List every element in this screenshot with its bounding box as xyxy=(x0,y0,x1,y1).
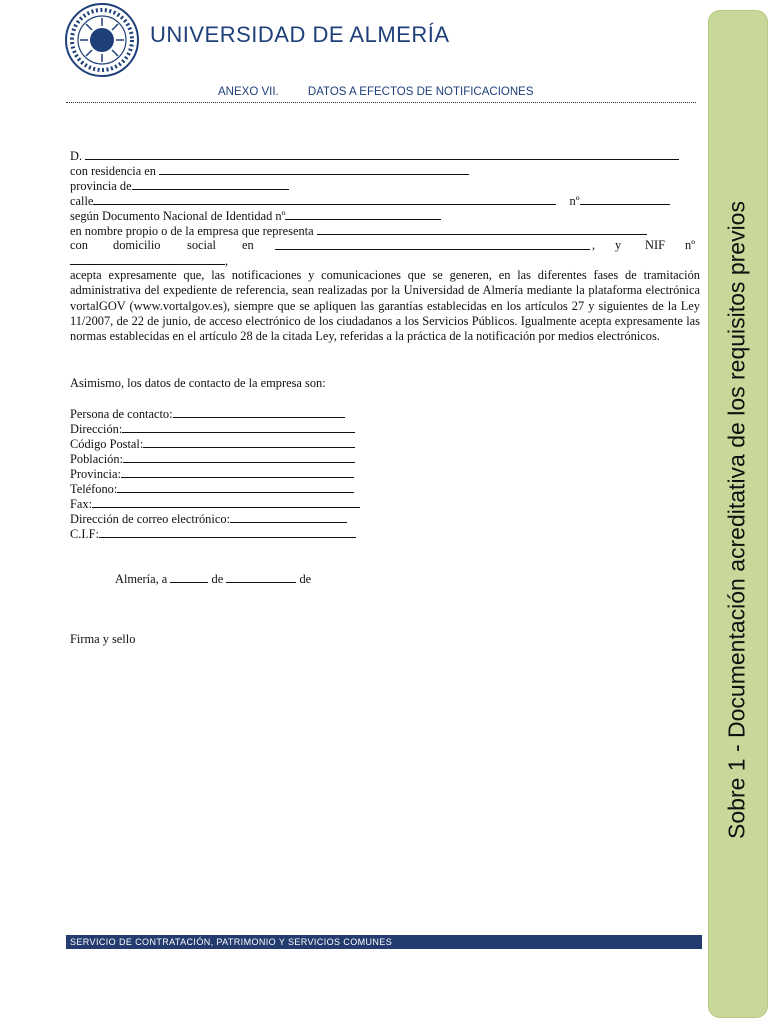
contact-field-cif: C.I.F: xyxy=(70,526,356,542)
sidebar-title: Sobre 1 - Documentación acreditativa de los requisitos previos xyxy=(723,201,750,839)
contact-field-poblacion: Población: xyxy=(70,451,355,467)
contact-field-telefono: Teléfono: xyxy=(70,481,354,497)
date-line: Almería, a de de xyxy=(115,572,312,586)
day-field[interactable] xyxy=(170,571,208,583)
contact-field-persona: Persona de contacto: xyxy=(70,406,345,422)
header-divider xyxy=(66,102,696,103)
contact-field-email: Dirección de correo electrónico: xyxy=(70,511,347,527)
residencia-field[interactable] xyxy=(159,163,469,175)
form-line-residencia: con residencia en xyxy=(70,163,469,179)
provincia-field[interactable] xyxy=(132,178,289,190)
month-field[interactable] xyxy=(226,571,296,583)
annex-label: ANEXO VII. xyxy=(218,86,279,98)
annex-heading xyxy=(66,86,696,98)
footer-bar: SERVICIO DE CONTRATACIÓN, PATRIMONIO Y SERVICIOS COMUNES xyxy=(66,935,702,949)
signature-label: Firma y sello xyxy=(70,632,136,646)
contact-intro: Asimismo, los datos de contacto de la empresa son: xyxy=(70,376,326,390)
annex-title: DATOS A EFECTOS DE NOTIFICACIONES xyxy=(307,86,534,98)
contact-field-cp: Código Postal: xyxy=(70,436,355,452)
form-line-nif-value: , xyxy=(70,253,228,269)
nif-field[interactable] xyxy=(70,253,225,265)
contact-field-direccion: Dirección: xyxy=(70,421,355,437)
domicilio-field[interactable] xyxy=(275,238,590,250)
form-line-d: D. xyxy=(70,148,679,164)
form-line-provincia: provincia de xyxy=(70,178,289,194)
contact-field-provincia: Provincia: xyxy=(70,466,354,482)
calle-number-field[interactable] xyxy=(580,193,670,205)
calle-field[interactable] xyxy=(93,193,556,205)
form-line-empresa: en nombre propio o de la empresa que representa xyxy=(70,223,647,239)
empresa-field[interactable] xyxy=(317,223,647,235)
dni-field[interactable] xyxy=(285,208,441,220)
form-line-dni: según Documento Nacional de Identidad nº xyxy=(70,208,441,224)
university-name: UNIVERSIDAD DE ALMERÍA xyxy=(150,22,450,47)
acceptance-paragraph: acepta expresamente que, las notificaciones y comunicaciones que se generen, en las diferentes fases de tramitación administrativa del expediente de referencia, sean realizadas por la Universidad de Almería mediante la plataforma electrónica vortalGOV (www.vortalgov.es), siempre que se apliquen las garantías establecidas en los artículos 27 y siguientes de la Ley 11/2007, de 22 de junio, de acceso electrónico de los ciudadanos a los Servicios Públicos. Igualmente acepta expresamente las normas establecidas en el artículo 28 de la citada Ley, referidas a la práctica de la notificación por medios electrónicos. xyxy=(70,268,700,344)
name-field[interactable] xyxy=(85,148,679,160)
university-seal-logo xyxy=(64,2,140,78)
form-line-calle: calle nº xyxy=(70,193,670,209)
contact-field-fax: Fax: xyxy=(70,496,360,512)
